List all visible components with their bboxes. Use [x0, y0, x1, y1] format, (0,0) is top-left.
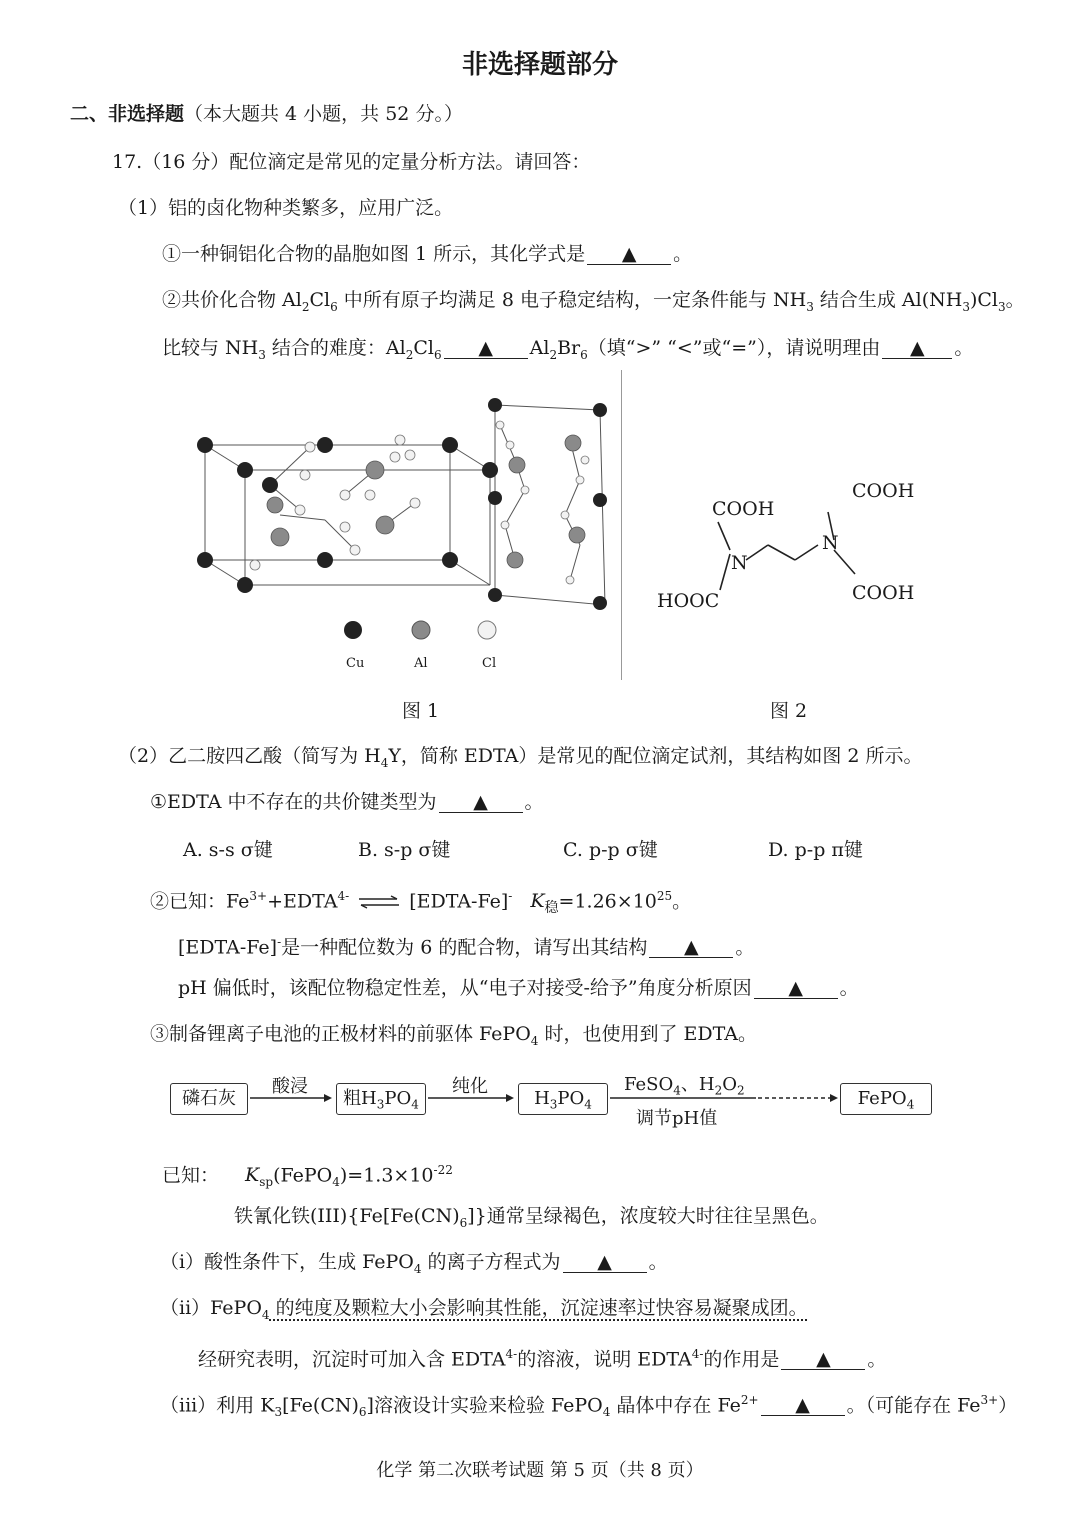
t: [EDTA-Fe] — [409, 890, 509, 913]
t: 2+ — [740, 1393, 759, 1407]
figure-divider — [621, 370, 622, 680]
t: 2 — [549, 347, 558, 362]
t: O — [722, 1074, 737, 1095]
t: 6 — [580, 347, 588, 362]
t: 6 — [358, 1405, 367, 1420]
t: Cl — [309, 289, 331, 311]
q-text: ①一种铜铝化合物的晶胞如图 1 所示，其化学式是 — [162, 243, 586, 265]
t: 。 — [1005, 289, 1025, 311]
t: 4 — [530, 1033, 539, 1048]
t: 。（可能存在 Fe — [846, 1394, 981, 1417]
t: 4 — [332, 1175, 340, 1190]
t: 3+ — [249, 889, 268, 903]
t: 6 — [330, 299, 338, 314]
option-b[interactable]: B. s-p σ键 — [358, 839, 451, 861]
t: 3 — [962, 299, 970, 314]
t: )=1.3×10 — [339, 1164, 434, 1187]
page-title: 非选择题部分 — [461, 50, 618, 80]
t: ②已知：Fe — [150, 890, 250, 913]
t: 2 — [714, 1083, 723, 1098]
t: Al — [529, 337, 550, 359]
t: sp — [259, 1175, 274, 1190]
t: （i）酸性条件下，生成 FePO — [160, 1251, 414, 1273]
t: 粗H — [343, 1088, 377, 1109]
t: 6 — [459, 1215, 468, 1230]
t: 3+ — [980, 1393, 999, 1407]
flow-step-adjust-ph: 调节pH值 — [636, 1108, 718, 1129]
t: [Fe(CN) — [282, 1394, 359, 1417]
t: (FePO — [273, 1164, 333, 1187]
answer-blank[interactable]: ▲ — [761, 1395, 845, 1416]
q17-2-3 — [150, 1022, 757, 1053]
q17-1-1: ①一种铜铝化合物的晶胞如图 1 所示，其化学式是 ▲ 。 — [162, 243, 693, 265]
q17-2-2-equilibrium — [150, 884, 691, 920]
t: （ii）FePO — [160, 1297, 262, 1319]
t: 2 — [301, 299, 310, 314]
t: ②共价化合物 Al — [162, 289, 302, 311]
t: ]溶液设计实验来检验 FePO — [366, 1394, 603, 1417]
option-a[interactable]: A. s-s σ键 — [183, 839, 273, 861]
q17-part1: （1）铝的卤化物种类繁多，应用广泛。 — [118, 197, 454, 219]
t: 4 — [261, 1307, 270, 1322]
option-d[interactable]: D. p-p π键 — [768, 839, 863, 861]
t: 的溶液，说明 EDTA — [517, 1348, 692, 1371]
t: 4 — [673, 1083, 681, 1098]
t: 4 — [413, 1261, 422, 1276]
t: 3 — [376, 1097, 385, 1112]
t: 4 — [602, 1405, 611, 1420]
t: 经研究表明，沉淀时可加入含 EDTA — [198, 1348, 506, 1371]
t: Cl — [413, 337, 434, 359]
t: 晶体中存在 Fe — [610, 1394, 741, 1417]
t: H — [534, 1088, 550, 1109]
q17-2-1: ①EDTA 中不存在的共价键类型为 ▲ 。 — [150, 791, 544, 813]
q17-ii-edta: 经研究表明，沉淀时可加入含 $EDTA^{4-}$的溶液，说明 $EDTA^{4-}$的作用是 ▲ 。 — [198, 1347, 887, 1371]
legend-cu: Cu — [346, 656, 365, 671]
t: （填“>” “<”或“=”），请说明理由 — [587, 337, 881, 359]
t: 25 — [656, 889, 673, 903]
t: 的作用是 — [703, 1348, 780, 1371]
t: 比较与 NH — [162, 337, 259, 359]
t: Br — [557, 337, 581, 359]
t: PO — [557, 1088, 585, 1109]
q17-1-3: 比较与 $NH_3$ 结合的难度：$Al_2Cl_6$ ▲ $Al_2Br_6$（填“>” “<”或“=”），请说明理由 ▲ 。 — [162, 337, 974, 362]
q17-iii — [160, 1388, 1017, 1424]
t: FePO — [857, 1088, 907, 1109]
section-heading — [70, 102, 463, 126]
t: （iii）利用 K — [160, 1394, 275, 1417]
answer-blank[interactable]: ▲ — [649, 937, 733, 958]
t: 铁氰化铁(III){Fe[Fe(CN) — [234, 1205, 460, 1227]
t: - — [277, 935, 282, 949]
t: 稳 — [544, 900, 559, 917]
known-ksp — [162, 1158, 453, 1194]
flow-box-h3po4 — [518, 1083, 608, 1115]
t: 结合生成 Al(NH — [813, 289, 963, 311]
t: ③制备锂离子电池的正极材料的前驱体 FePO — [150, 1023, 531, 1045]
section-note: （本大题共 4 小题，共 52 分。） — [184, 103, 463, 125]
t: 2 — [737, 1083, 745, 1098]
t: 3 — [549, 1097, 558, 1112]
t: 2 — [405, 347, 414, 362]
q17-i: （i）酸性条件下，生成 FePO$_4$ 的离子方程式为 ▲ 。 — [160, 1251, 668, 1276]
t: 已知： — [162, 1164, 220, 1187]
t: pH 偏低时，该配位物稳定性差，从“电子对接受-给予”角度分析原因 — [178, 977, 752, 999]
answer-blank[interactable]: ▲ — [563, 1252, 647, 1273]
flow-box-fepo4 — [840, 1083, 932, 1115]
t: ]}通常呈绿褐色，浓度较大时往往呈黑色。 — [467, 1205, 829, 1227]
t: [EDTA-Fe] — [178, 936, 278, 959]
t: 时，也使用到了 EDTA。 — [538, 1023, 757, 1045]
flow-box-phosphate-rock: 磷石灰 — [170, 1083, 248, 1115]
legend-al: Al — [414, 656, 428, 671]
t: =1.26×10 — [558, 890, 657, 913]
t: 是一种配位数为 6 的配合物，请写出其结构 — [281, 936, 648, 959]
q17-part2 — [118, 744, 923, 775]
t: PO — [384, 1088, 412, 1109]
t: ） — [998, 1394, 1018, 1417]
q17-ii — [160, 1296, 808, 1327]
flow-step-acid-leach: 酸浸 — [272, 1076, 308, 1097]
q17-2-2-ph: pH 偏低时，该配位物稳定性差，从“电子对接受-给予”角度分析原因 ▲ 。 — [178, 977, 859, 999]
nitrogen-left: N — [731, 552, 748, 574]
t: 4 — [380, 755, 389, 770]
option-c[interactable]: C. p-p σ键 — [563, 839, 658, 861]
t: 4- — [691, 1347, 704, 1361]
t: K — [245, 1164, 260, 1187]
figure-1-crystal-cell — [185, 385, 625, 685]
flow-step-purify: 纯化 — [452, 1076, 488, 1097]
cooh-top-right: COOH — [852, 480, 915, 502]
t: 3 — [258, 347, 266, 362]
dashed-arrow-icon — [608, 1092, 840, 1104]
q17-2-2-structure: [EDTA-Fe]-是一种配位数为 6 的配合物，请写出其结构 ▲ 。 — [178, 935, 755, 959]
t: 3 — [998, 299, 1006, 314]
answer-blank[interactable]: ▲ — [882, 338, 952, 359]
section-head: 二、非选择题 — [70, 103, 185, 125]
equilibrium-arrow-icon — [357, 895, 401, 909]
known-ferricyanide — [234, 1204, 829, 1235]
t: 结合的难度：Al — [265, 337, 406, 359]
figure-1-caption: 图 1 — [402, 700, 440, 722]
flow-box-crude-h3po4 — [336, 1083, 426, 1115]
answer-blank[interactable]: ▲ — [781, 1349, 865, 1370]
t: 4 — [906, 1097, 915, 1112]
t: )Cl — [969, 289, 998, 311]
answer-blank[interactable]: ▲ — [439, 792, 523, 813]
t: 的离子方程式为 — [421, 1251, 561, 1273]
t: FeSO — [624, 1074, 674, 1095]
answer-blank[interactable]: ▲ — [444, 338, 528, 359]
t: 、H — [680, 1074, 715, 1095]
t: 4 — [584, 1097, 592, 1112]
t: K — [530, 890, 545, 913]
t: +EDTA — [267, 890, 338, 913]
t: 4 — [411, 1097, 419, 1112]
figure-2-caption: 图 2 — [770, 700, 808, 722]
t: 中所有原子均满足 8 电子稳定结构，一定条件能与 NH — [337, 289, 807, 311]
t: Y，简称 EDTA）是常见的配位滴定试剂，其结构如图 2 所示。 — [388, 745, 923, 767]
t: ①EDTA 中不存在的共价键类型为 — [150, 791, 437, 813]
t: 的纯度及颗粒大小会影响其性能，沉淀速率过快容易凝聚成团。 — [269, 1297, 808, 1319]
page-footer: 化学 第二次联考试题 第 5 页（共 8 页） — [376, 1460, 704, 1481]
answer-blank[interactable]: ▲ — [587, 244, 671, 265]
legend-cl: Cl — [482, 656, 497, 671]
t: 4- — [337, 889, 350, 903]
cooh-bottom-right: COOH — [852, 582, 915, 604]
t: 3 — [274, 1405, 283, 1420]
t: 6 — [433, 347, 442, 362]
hooc-bottom-left: HOOC — [657, 590, 720, 612]
t: -22 — [433, 1163, 453, 1177]
arrow-icon — [248, 1092, 334, 1104]
t: 3 — [806, 299, 814, 314]
q17-intro: 17.（16 分）配位滴定是常见的定量分析方法。请回答： — [112, 151, 591, 173]
cooh-top-left: COOH — [712, 498, 775, 520]
answer-blank[interactable]: ▲ — [754, 978, 838, 999]
t: 4- — [505, 1347, 518, 1361]
t: （2）乙二胺四乙酸（简写为 H — [118, 745, 381, 767]
t: - — [508, 889, 513, 903]
t: 。 — [672, 890, 692, 913]
nitrogen-right: N — [822, 532, 839, 554]
q17-1-2 — [162, 288, 1025, 319]
arrow-icon — [426, 1092, 516, 1104]
